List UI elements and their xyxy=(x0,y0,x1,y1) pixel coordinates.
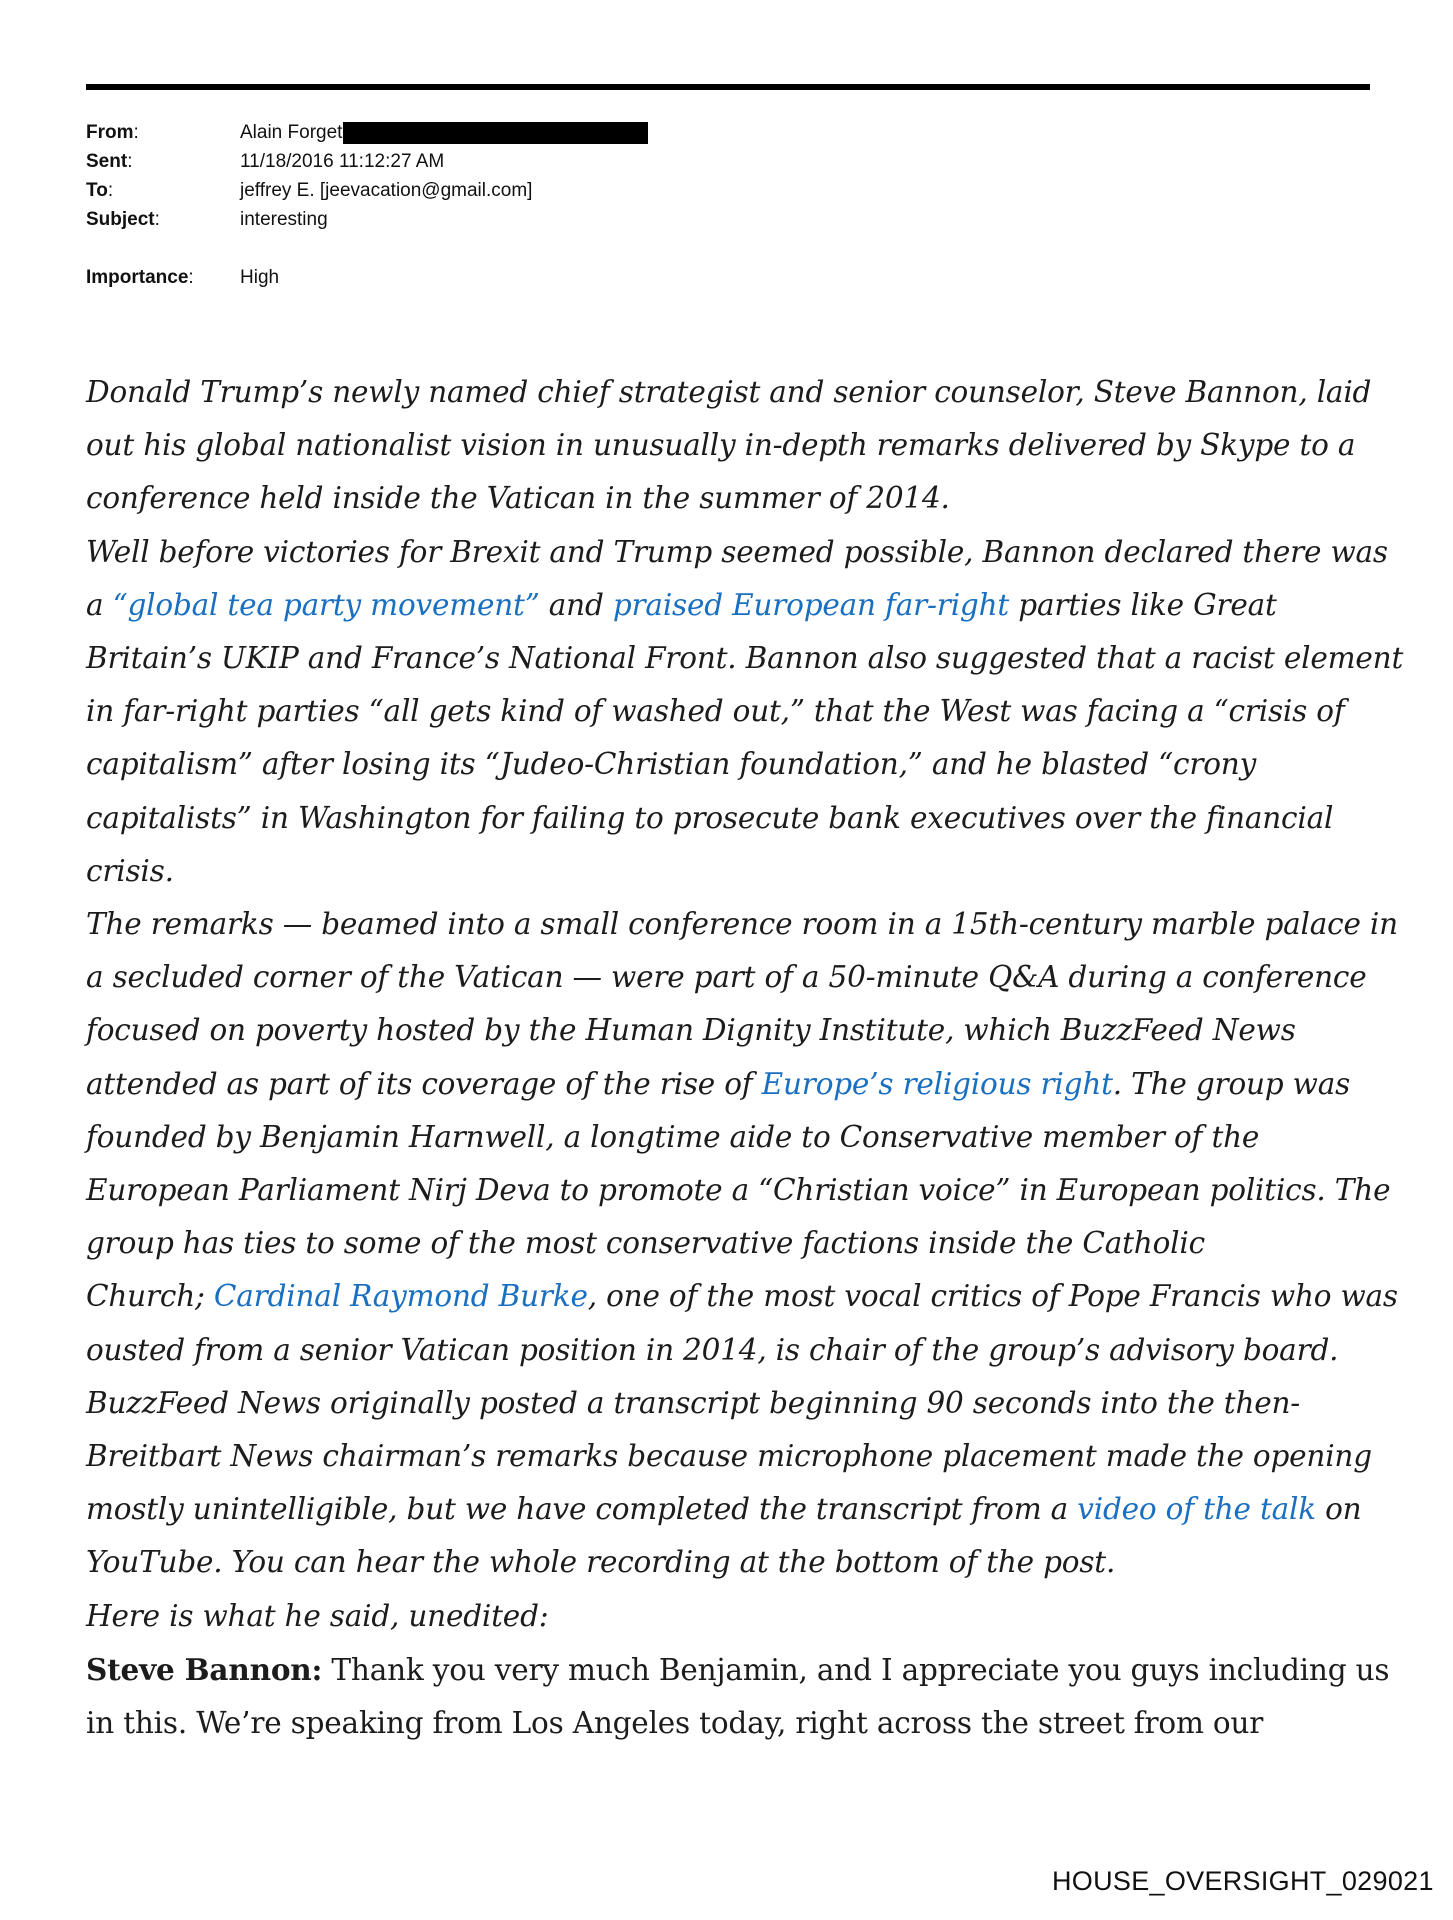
body-text-segment: a xyxy=(86,587,113,622)
to-value: jeffrey E. [jeevacation@gmail.com] xyxy=(240,180,533,201)
body-line xyxy=(86,738,1386,791)
importance-label xyxy=(86,263,240,292)
body-text-segment: The remarks — beamed into a small conference room in a 15th-century marble palace in xyxy=(86,907,1398,942)
body-text-segment: crisis. xyxy=(86,853,174,888)
body-text-segment: Britain’s UKIP and France’s National Front. Bannon also suggested that a racist element xyxy=(86,641,1404,676)
body-text-segment: in far-right parties “all gets kind of washed out,” that the West was facing a “crisis of xyxy=(86,694,1345,729)
body-line xyxy=(86,526,1386,579)
body-text-segment: group has ties to some of the most conservative factions inside the Catholic xyxy=(86,1226,1205,1261)
body-text-segment: focused on poverty hosted by the Human Dignity Institute, which BuzzFeed News xyxy=(86,1013,1296,1048)
email-body xyxy=(86,366,1404,1750)
body-text-segment: Thank you very much Benjamin, and I appreciate you guys including us xyxy=(322,1652,1390,1687)
header-divider xyxy=(86,84,1370,90)
colon: : xyxy=(127,151,133,172)
body-text-segment: conference held inside the Vatican in the summer of 2014. xyxy=(86,481,950,516)
body-text-segment: on xyxy=(1315,1492,1362,1527)
body-line xyxy=(86,419,1386,472)
body-text-segment: mostly unintelligible, but we have completed the transcript from a xyxy=(86,1492,1078,1527)
body-text-segment: YouTube. You can hear the whole recording at the bottom of the post. xyxy=(86,1545,1116,1580)
from-label xyxy=(86,118,240,147)
colon: : xyxy=(107,180,114,201)
sent-label xyxy=(86,147,240,176)
to-label-text: To xyxy=(86,180,108,201)
body-line xyxy=(86,632,1404,685)
body-text-segment: Here is what he said, unedited: xyxy=(86,1598,549,1633)
body-line xyxy=(86,951,1386,1004)
body-text-segment: Church; xyxy=(86,1279,214,1314)
sent-value: 11/18/2016 11:12:27 AM xyxy=(240,151,445,172)
body-text-segment: in this. We’re speaking from Los Angeles today, right across the street from our xyxy=(86,1706,1264,1741)
colon: : xyxy=(154,209,160,230)
subject-value: interesting xyxy=(240,209,328,230)
body-text-segment: a secluded corner of the Vatican — were part of a 50-minute Q&A during a conference xyxy=(86,960,1367,995)
body-line xyxy=(86,579,1386,632)
importance-label-text: Importance xyxy=(86,267,189,288)
from-row xyxy=(86,118,648,147)
body-line xyxy=(86,1590,1386,1643)
body-line xyxy=(86,845,1386,898)
sent-row xyxy=(86,147,648,176)
body-text-segment: capitalists” in Washington for failing to prosecute bank executives over the financial xyxy=(86,800,1334,835)
to-row xyxy=(86,176,648,205)
body-text-segment: and xyxy=(539,587,613,622)
speaker-label: Steve Bannon: xyxy=(86,1651,323,1687)
body-link[interactable]: “global tea party movement” xyxy=(112,587,540,622)
body-line xyxy=(86,1483,1386,1536)
body-text-segment: out his global nationalist vision in unusually in-depth remarks delivered by Skype to a xyxy=(86,428,1356,463)
body-link[interactable]: Europe’s religious right xyxy=(761,1066,1113,1101)
to-label xyxy=(86,176,240,205)
body-link[interactable]: praised European far-right xyxy=(612,587,1010,622)
body-link[interactable]: Cardinal Raymond Burke xyxy=(213,1279,588,1314)
bates-number: HOUSE_OVERSIGHT_029021 xyxy=(1052,1866,1434,1896)
body-line xyxy=(86,1004,1386,1057)
body-line xyxy=(86,1697,1386,1750)
body-line xyxy=(86,1324,1386,1377)
body-text-segment: Donald Trump’s newly named chief strategist and senior counselor, Steve Bannon, laid xyxy=(86,375,1372,409)
importance-value: High xyxy=(240,267,280,288)
importance-row xyxy=(86,263,648,292)
body-text-segment: , one of the most vocal critics of Pope Francis who was xyxy=(587,1279,1398,1314)
body-line xyxy=(86,472,1386,525)
body-text-segment: . The group was xyxy=(1112,1066,1351,1101)
colon: : xyxy=(188,267,194,288)
body-line xyxy=(86,366,1386,419)
from-name: Alain Forget xyxy=(240,122,343,143)
body-link[interactable]: video of the talk xyxy=(1077,1492,1316,1527)
redaction-bar xyxy=(343,122,648,144)
subject-label-text: Subject xyxy=(86,209,155,230)
body-line xyxy=(86,1430,1386,1483)
body-line xyxy=(86,898,1398,951)
email-header xyxy=(86,118,648,292)
body-text-segment: BuzzFeed News originally posted a transcript beginning 90 seconds into the then- xyxy=(86,1385,1301,1420)
body-line xyxy=(86,1111,1386,1164)
body-text-segment: capitalism” after losing its “Judeo-Christian foundation,” and he blasted “crony xyxy=(86,747,1257,782)
body-line xyxy=(86,1164,1391,1217)
sent-label-text: Sent xyxy=(86,151,128,172)
body-text-segment: parties like Great xyxy=(1009,587,1277,622)
body-line xyxy=(86,1536,1386,1589)
colon: : xyxy=(133,122,139,143)
body-text-segment: Breitbart News chairman’s remarks because microphone placement made the opening xyxy=(86,1439,1372,1474)
body-line xyxy=(86,1643,1390,1697)
body-line xyxy=(86,792,1386,845)
from-value xyxy=(240,118,648,147)
body-text-segment: Well before victories for Brexit and Trump seemed possible, Bannon declared there was xyxy=(86,534,1388,569)
subject-row xyxy=(86,205,648,234)
body-text-segment: ousted from a senior Vatican position in 2014, is chair of the group’s advisory board. xyxy=(86,1332,1339,1367)
body-text-segment: founded by Benjamin Harnwell, a longtime aide to Conservative member of the xyxy=(86,1119,1260,1154)
body-line xyxy=(86,1270,1398,1323)
body-text-segment: European Parliament Nirj Deva to promote a “Christian voice” in European politics. The xyxy=(86,1173,1391,1208)
from-label-text: From xyxy=(86,122,134,143)
body-line xyxy=(86,685,1386,738)
subject-label xyxy=(86,205,240,234)
body-line xyxy=(86,1217,1386,1270)
body-text-segment: attended as part of its coverage of the rise of xyxy=(86,1066,762,1101)
body-line xyxy=(86,1377,1386,1430)
body-line xyxy=(86,1058,1386,1111)
